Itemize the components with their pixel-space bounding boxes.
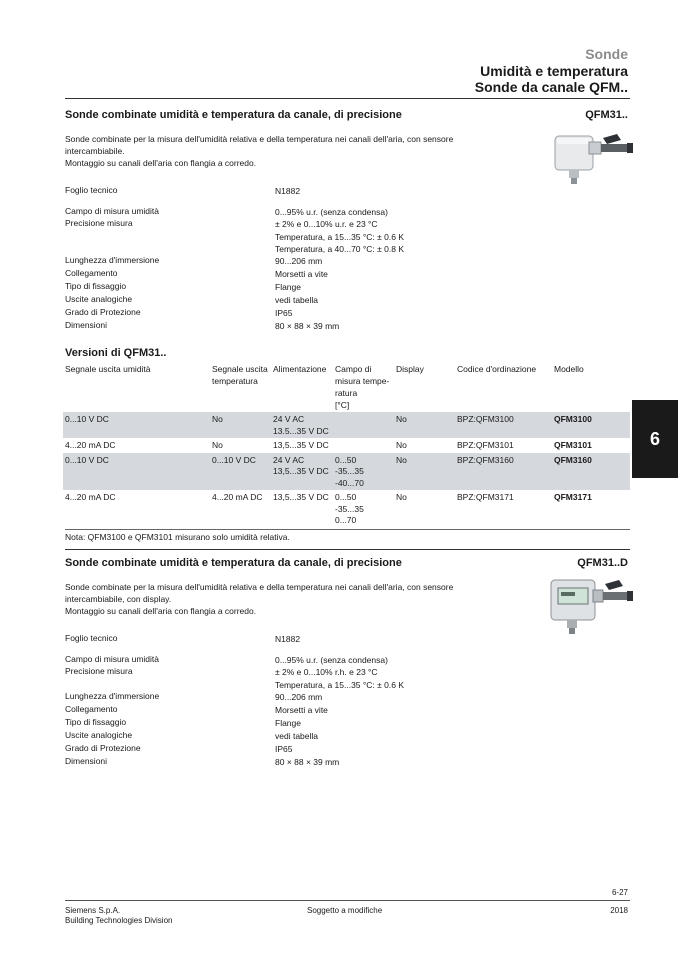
section1-desc-line: intercambiabile. <box>65 146 125 156</box>
spec-value-line: Temperatura, a 15...35 °C: ± 0.6 K <box>275 231 405 242</box>
section1-desc-line: Montaggio su canali dell'aria con flangia a corredo. <box>65 158 257 168</box>
section1-title: Sonde combinate umidità e temperatura da canale, di precisione <box>65 109 402 121</box>
spec-value: vedi tabella <box>275 731 319 741</box>
section2-rule <box>65 549 630 550</box>
spec-value: N1882 <box>275 634 301 644</box>
table-cell: 4...20 mA DC <box>65 440 116 450</box>
col-header: Display <box>396 364 424 374</box>
model-cell: QFM3171 <box>554 492 592 502</box>
table-row <box>63 490 630 528</box>
spec-key: Foglio tecnico <box>65 185 118 195</box>
table-cell: BPZ:QFM3100 <box>455 412 552 438</box>
table-header-row <box>63 363 630 412</box>
spec-key: Grado di Protezione <box>65 743 141 753</box>
table-cell: No <box>396 492 407 502</box>
table-cell: No <box>396 440 407 450</box>
model-cell: QFM3101 <box>554 440 592 450</box>
section2-desc-line: Sonde combinate per la misura dell'umidità relativa e della temperatura nei canali dell'aria, con sensore <box>65 582 454 592</box>
footer-division: Building Technologies Division <box>65 916 173 925</box>
table-row <box>63 438 630 453</box>
section1-desc-line: Sonde combinate per la misura dell'umidità relativa e della temperatura nei canali dell'aria, con sensore <box>65 134 454 144</box>
section1-description <box>65 133 495 169</box>
col-header: Alimentazione <box>273 364 327 374</box>
table-cell: No <box>210 412 271 438</box>
spec-value: N1882 <box>275 186 301 196</box>
table-cell: No <box>394 412 455 438</box>
footer-rule <box>65 900 630 901</box>
table-row <box>63 412 630 438</box>
footer-notice: Soggetto a modifiche <box>307 906 383 915</box>
qfm31-product-image <box>545 124 635 186</box>
spec-value-line: ± 2% e 0...10% u.r. e 23 °C <box>275 219 378 229</box>
table-cell <box>333 438 394 453</box>
table-cell: 0...10 V DC <box>210 453 271 491</box>
header-subcategory-2: Sonde da canale QFM.. <box>474 79 628 95</box>
table-cell: 0...50 -35...35 -40...70 <box>333 453 394 491</box>
spec-value: 80 × 88 × 39 mm <box>275 757 340 767</box>
table-cell: No <box>394 453 455 491</box>
spec-value: 0...95% u.r. (senza condensa) <box>275 207 388 217</box>
col-header: Segnale uscita temperatura <box>212 364 268 386</box>
spec-value: Flange <box>275 718 301 728</box>
spec-value <box>275 666 475 691</box>
spec-key: Uscite analogiche <box>65 730 133 740</box>
table-cell: 0...10 V DC <box>63 453 210 491</box>
table-cell: BPZ:QFM3160 <box>455 453 552 491</box>
footer-company: Siemens S.p.A. <box>65 906 121 915</box>
col-header: Segnale uscita umidità <box>65 364 151 374</box>
model-cell: QFM3160 <box>552 453 630 491</box>
table-cell <box>333 412 394 438</box>
table-cell: No <box>212 440 223 450</box>
versions-table <box>63 363 630 528</box>
table-cell: 24 V AC 13,5...35 V DC <box>271 453 333 491</box>
table-cell: BPZ:QFM3171 <box>457 492 514 502</box>
footer-year: 2018 <box>610 906 628 915</box>
table-cell: 13,5...35 V DC <box>273 440 329 450</box>
spec-key: Lunghezza d'immersione <box>65 691 160 701</box>
section1-code: QFM31.. <box>585 109 628 121</box>
spec-key: Foglio tecnico <box>65 633 118 643</box>
table-cell: 13,5...35 V DC <box>273 492 329 502</box>
versions-title: Versioni di QFM31.. <box>65 347 167 359</box>
table-row <box>63 453 630 491</box>
spec-key: Precisione misura <box>65 218 133 228</box>
model-cell: QFM3100 <box>552 412 630 438</box>
section2-description <box>65 581 495 617</box>
chapter-tab: 6 <box>632 400 678 478</box>
spec-value: Morsetti a vite <box>275 705 328 715</box>
header-category: Sonde <box>585 46 628 62</box>
spec-key: Collegamento <box>65 268 118 278</box>
versions-note: Nota: QFM3100 e QFM3101 misurano solo umidità relativa. <box>65 532 290 542</box>
spec-value <box>275 218 475 256</box>
spec-key: Tipo di fissaggio <box>65 717 127 727</box>
qfm31d-product-image <box>545 572 635 636</box>
spec-key: Dimensioni <box>65 756 108 766</box>
table-cell: 4...20 mA DC <box>65 492 116 502</box>
spec-key: Uscite analogiche <box>65 294 133 304</box>
page-number: 6-27 <box>611 888 628 897</box>
spec-key: Precisione misura <box>65 666 133 676</box>
spec-value: Flange <box>275 282 301 292</box>
spec-value-line: ± 2% e 0...10% r.h. e 23 °C <box>275 667 378 677</box>
spec-value-line: Temperatura, a 40...70 °C: ± 0.8 K <box>275 244 405 254</box>
table-cell: BPZ:QFM3101 <box>457 440 514 450</box>
spec-value: Morsetti a vite <box>275 269 328 279</box>
spec-value: 90...206 mm <box>275 256 323 266</box>
table-cell: 4...20 mA DC <box>212 492 263 502</box>
spec-key: Grado di Protezione <box>65 307 141 317</box>
spec-value: 90...206 mm <box>275 692 323 702</box>
section2-desc-line: Montaggio su canali dell'aria con flangia a corredo. <box>65 606 257 616</box>
section2-code: QFM31..D <box>577 557 628 569</box>
table-cell: 24 V AC 13.5...35 V DC <box>271 412 333 438</box>
table-bottom-rule <box>65 529 630 530</box>
section2-desc-line: intercambiabile, con display. <box>65 594 172 604</box>
col-header: Modello <box>554 364 584 374</box>
spec-value: vedi tabella <box>275 295 319 305</box>
spec-value: IP65 <box>275 308 293 318</box>
table-cell: 0...50 -35...35 0...70 <box>335 492 364 525</box>
spec-value: 80 × 88 × 39 mm <box>275 321 340 331</box>
col-header: Codice d'ordinazione <box>457 364 537 374</box>
spec-value-line: Temperatura, a 15...35 °C: ± 0.6 K <box>275 679 405 690</box>
table-cell: 0...10 V DC <box>63 412 210 438</box>
spec-key: Lunghezza d'immersione <box>65 255 160 265</box>
section2-title: Sonde combinate umidità e temperatura da canale, di precisione <box>65 557 402 569</box>
header-rule <box>65 98 630 99</box>
spec-key: Campo di misura umidità <box>65 206 160 216</box>
spec-key: Tipo di fissaggio <box>65 281 127 291</box>
spec-value: IP65 <box>275 744 293 754</box>
spec-key: Collegamento <box>65 704 118 714</box>
spec-key: Dimensioni <box>65 320 108 330</box>
spec-value: 0...95% u.r. (senza condensa) <box>275 655 388 665</box>
col-header: Campo di misura tempe- ratura [°C] <box>335 364 390 410</box>
header-subcategory: Umidità e temperatura <box>480 63 628 79</box>
spec-key: Campo di misura umidità <box>65 654 160 664</box>
